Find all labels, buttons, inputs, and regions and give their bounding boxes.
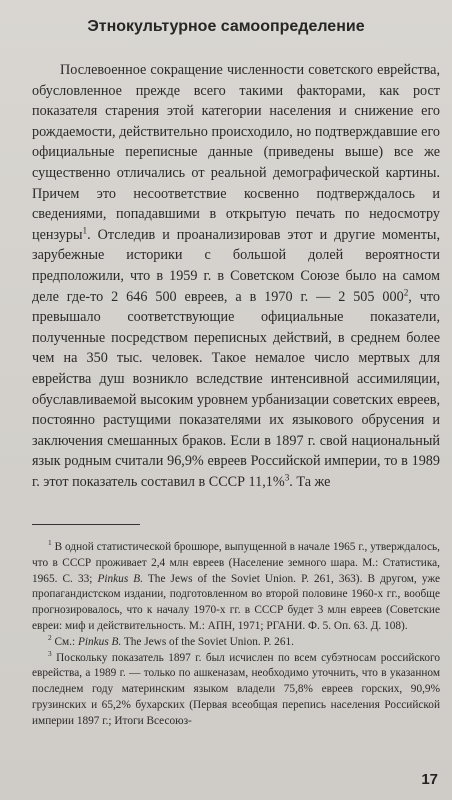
footnote-3: [32, 648, 440, 730]
body-text-part-2: . Отследив и проанализировав этот и другие моменты, зарубежные историки с большой долей вероятности предположили, что в 1959 г. в Советском Союзе было на самом деле где-то 2 646 500 евреев, а в 1970 г. — 2 505 000: [32, 226, 440, 305]
footnote-ref-3: 3: [284, 472, 290, 483]
footnote-number: 3: [48, 648, 52, 658]
footnote-author: Pinkus B.: [97, 572, 144, 585]
body-text-part-3: , что превышало соответствующие официальные показатели, полученные посредством переписных действий, в среднем более чем на 350 тыс. человек. Такое немалое число мертвых для еврейства душ возникло вследствие интенсивной ассимиляции, обуславливаемой высоким уровнем урбанизации советских евреев, постоянно растущими показателями их языкового обрусения и заключения смешанных браков. Если в 1897 г. свой национальный язык родным считали 96,9% евреев Российской империи, то в 1989 г. этот показатель составил в СССР 11,1%: [32, 288, 440, 490]
section-heading: Этнокультурное самоопределение: [87, 18, 365, 35]
footnote-2: [32, 635, 440, 651]
footnote-text: Поскольку показатель 1897 г. был исчислен по всем субэтносам российского еврейства, а 1989 г. — только по ашкеназам, необходимо уточнить, что в указанном последнем году материнским языком владели 75,8% евреев горских, 90,9% грузинских и 65,2% бухарских (Первая всеобщая перепись населения Российской империи 1897 г.; Итоги Всесоюз-: [32, 651, 440, 727]
page-number: 17: [421, 771, 438, 788]
footnote-ref-1: 1: [82, 225, 88, 236]
footnote-text: The Jews of the Soviet Union. P. 261, 363). В другом, уже пропагандистском издании, подготовленном во второй половине 1960-х гг., вообще прогнозировалось, что к началу 1970-х гг. в СССР будет 3 млн евреев (Советские евреи: миф и действительность. М.: АПН, 1971; РГАНИ. Ф. 5. Оп. 63. Д. 108).: [32, 572, 441, 632]
main-paragraph: [32, 60, 440, 492]
footnote-author: Pinkus B.: [77, 635, 122, 648]
footnote-divider: [32, 524, 140, 525]
footnote-text: См.:: [51, 635, 78, 648]
footnote-number: 1: [48, 538, 52, 548]
footnote-text: The Jews of the Soviet Union. P. 261.: [121, 635, 294, 648]
footnote-ref-2: 2: [403, 286, 409, 297]
footnote-1: [32, 540, 440, 635]
footnote-text: В одной статистической брошюре, выпущенной в начале 1965 г., утверждалось, что в СССР проживает 2,4 млн евреев (Население земного шара. М.: Статистика, 1965. С. 33;: [32, 541, 440, 585]
body-text-part-4: . Та же: [289, 473, 331, 490]
body-text-part-1: Послевоенное сокращение численности советского еврейства, обусловленное прежде всего такими факторами, как рост показателя старения этой категории населения и снижение его рождаемости, действительно происходило, но подтверждавшие его официальные переписные данные (приведены выше) все же существенно отличались от реальной демографической картины. Причем это несоответствие косвенно подтверждалось и сведениями, попадавшими в открытую печать по недосмотру цензуры: [32, 62, 440, 243]
footnotes: [32, 540, 440, 730]
footnote-number: 2: [48, 633, 52, 643]
